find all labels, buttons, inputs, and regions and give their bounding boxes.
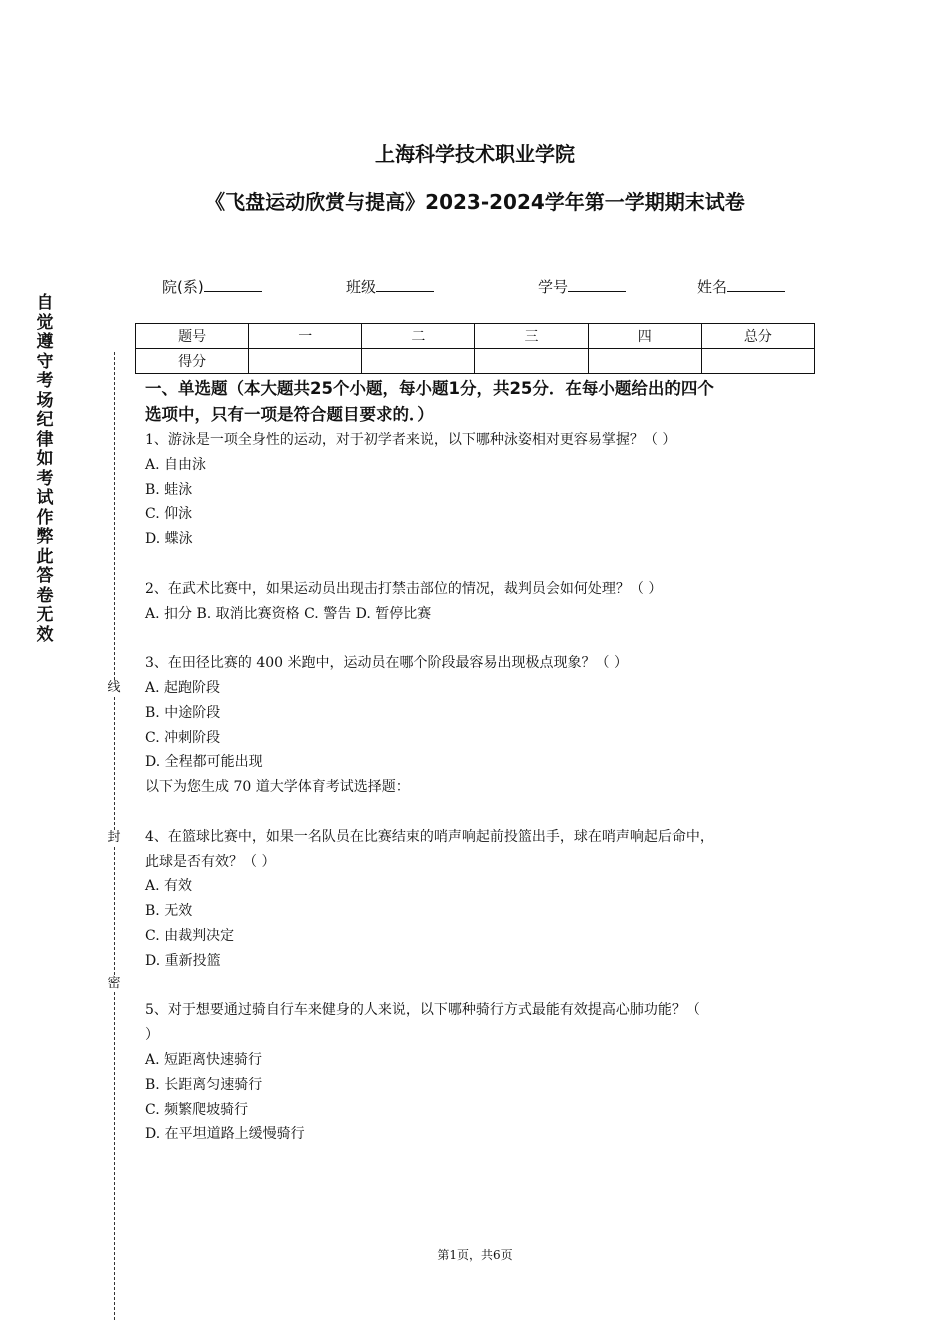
answer-option[interactable]: B. 长距离匀速骑行 xyxy=(145,1076,263,1093)
answer-option[interactable]: C. 由裁判决定 xyxy=(145,927,235,944)
seal-label-seal: 封 xyxy=(104,830,124,846)
name-blank[interactable] xyxy=(727,277,785,292)
table-cell: 一 xyxy=(249,324,362,349)
answer-option[interactable]: A. 有效 xyxy=(145,878,193,895)
section-heading: 一、单选题（本大题共25个小题，每小题1分，共25分．在每小题给出的四个 xyxy=(145,379,714,398)
score-cell[interactable] xyxy=(362,349,475,374)
exam-title: 《飞盘运动欣赏与提高》2023-2024学年第一学期期末试卷 xyxy=(205,190,745,214)
question-stem-cont: ） xyxy=(145,1027,159,1044)
answer-option[interactable]: D. 重新投篮 xyxy=(145,952,221,969)
table-cell: 得分 xyxy=(136,349,249,374)
student-id-blank[interactable] xyxy=(568,277,626,292)
table-cell: 四 xyxy=(588,324,701,349)
table-cell: 三 xyxy=(475,324,588,349)
score-table xyxy=(135,323,815,374)
question-stem: 5、对于想要通过骑自行车来健身的人来说，以下哪种骑行方式最能有效提高心肺功能？（ xyxy=(145,1002,700,1019)
question-section xyxy=(145,376,825,1147)
answer-option[interactable]: B. 中途阶段 xyxy=(145,704,221,721)
question-3 xyxy=(145,651,825,800)
department-blank[interactable] xyxy=(204,277,262,292)
answer-option[interactable]: A. 起跑阶段 xyxy=(145,679,221,696)
spacer xyxy=(145,552,825,577)
answer-options-inline[interactable]: A. 扣分 B. 取消比赛资格 C. 警告 D. 暂停比赛 xyxy=(145,605,432,622)
answer-option[interactable]: C. 冲刺阶段 xyxy=(145,729,221,746)
answer-option[interactable]: C. 仰泳 xyxy=(145,506,193,523)
table-cell: 二 xyxy=(362,324,475,349)
table-cell: 题号 xyxy=(136,324,249,349)
department-label: 院(系) xyxy=(162,278,204,296)
spacer xyxy=(145,626,825,651)
score-cell[interactable] xyxy=(475,349,588,374)
score-cell[interactable] xyxy=(249,349,362,374)
question-2 xyxy=(145,577,825,627)
score-table-score-row xyxy=(136,349,815,374)
question-stem: 1、游泳是一项全身性的运动，对于初学者来说，以下哪种泳姿相对更容易掌握？（ ） xyxy=(145,432,677,448)
class-label: 班级 xyxy=(346,278,377,296)
seal-label-dense: 密 xyxy=(104,976,124,992)
section-heading-cont: 选项中，只有一项是符合题目要求的．） xyxy=(145,405,434,424)
name-label: 姓名 xyxy=(697,278,728,296)
question-stem-cont: 此球是否有效？（ ） xyxy=(145,853,276,870)
answer-option[interactable]: B. 蛙泳 xyxy=(145,481,193,498)
question-4 xyxy=(145,825,825,974)
score-table-header-row xyxy=(136,324,815,349)
answer-option[interactable]: A. 短距离快速骑行 xyxy=(145,1051,263,1068)
answer-option[interactable]: C. 频繁爬坡骑行 xyxy=(145,1101,249,1118)
seal-label-line: 线 xyxy=(104,680,124,696)
answer-option[interactable]: D. 蝶泳 xyxy=(145,531,193,548)
score-cell[interactable] xyxy=(588,349,701,374)
generator-note: 以下为您生成 70 道大学体育考试选择题： xyxy=(145,779,410,796)
answer-option[interactable]: A. 自由泳 xyxy=(145,456,207,473)
answer-option[interactable]: D. 全程都可能出现 xyxy=(145,754,263,771)
name-field xyxy=(697,276,785,297)
page-footer: 第1页，共6页 xyxy=(437,1248,513,1262)
student-id-field xyxy=(538,276,626,297)
question-1 xyxy=(145,428,825,552)
spacer xyxy=(145,800,825,825)
school-title: 上海科学技术职业学院 xyxy=(375,142,575,166)
class-field xyxy=(346,276,434,297)
question-stem: 4、在篮球比赛中，如果一名队员在比赛结束的哨声响起前投篮出手，球在哨声响起后命中， xyxy=(145,828,714,845)
score-cell[interactable] xyxy=(701,349,814,374)
answer-option[interactable]: D. 在平坦道路上缓慢骑行 xyxy=(145,1126,305,1143)
question-stem: 3、在田径比赛的 400 米跑中，运动员在哪个阶段最容易出现极点现象？（ ） xyxy=(145,655,628,672)
table-cell: 总分 xyxy=(701,324,814,349)
answer-option[interactable]: B. 无效 xyxy=(145,903,193,920)
question-stem: 2、在武术比赛中，如果运动员出现击打禁击部位的情况，裁判员会如何处理？（ ） xyxy=(145,580,663,597)
question-5 xyxy=(145,998,825,1147)
class-blank[interactable] xyxy=(376,277,434,292)
spacer xyxy=(145,974,825,999)
department-field xyxy=(162,276,262,297)
exam-discipline-note: 自觉遵守考场纪律如考试作弊此答卷无效 xyxy=(36,293,54,645)
student-id-label: 学号 xyxy=(538,278,569,296)
